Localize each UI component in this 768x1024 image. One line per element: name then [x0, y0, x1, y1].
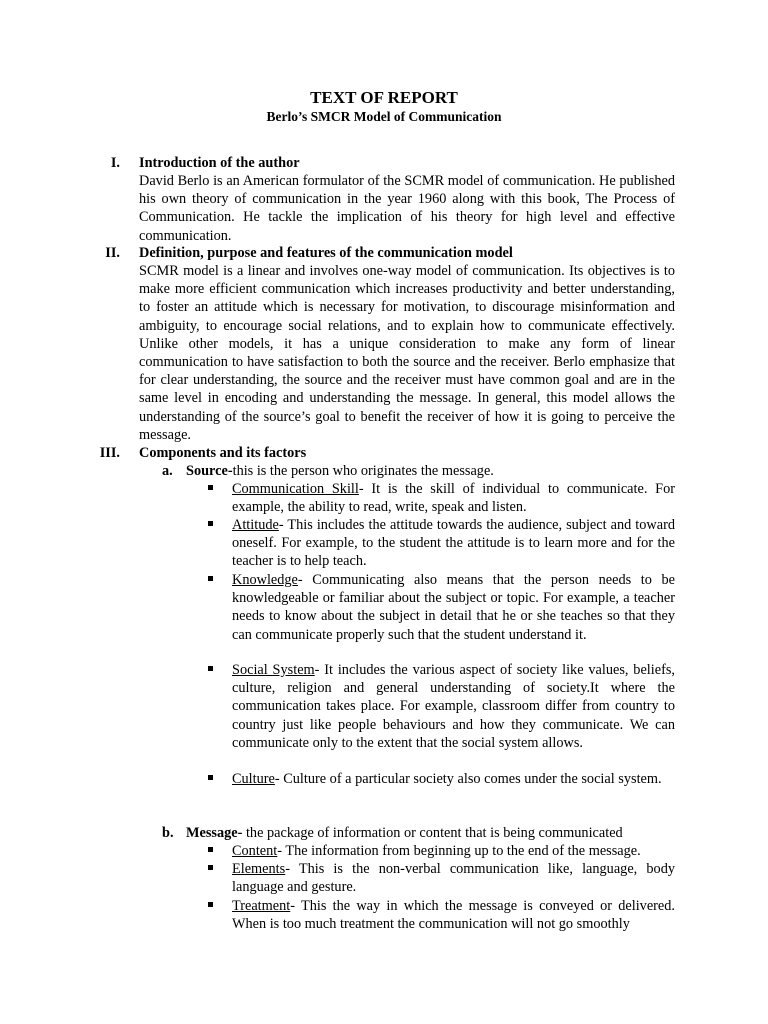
- square-bullet-icon: [208, 842, 216, 850]
- component-description: this is the person who originates the message.: [232, 463, 494, 479]
- section-heading: Introduction of the author: [139, 155, 300, 171]
- item-term: Content: [232, 843, 278, 859]
- component-name: Message-: [186, 825, 243, 841]
- list-item: [232, 897, 675, 933]
- component-description: the package of information or content that is being communicated: [242, 825, 623, 841]
- item-text: - The information from beginning up to the end of the message.: [277, 843, 641, 859]
- item-text: - It includes the various aspect of society like values, beliefs, culture, religion and general understanding of society.It where the communication takes place. For example, classroom differ from country to country just like people behaviours and how they communicate. We can communicate only to the extent that the social system allows.: [232, 662, 675, 751]
- list-item: [232, 842, 675, 860]
- item-term: Communication Skill: [232, 481, 359, 497]
- item-text: - This the way in which the message is conveyed or delivered. When is too much treatment the communication will not go smoothly: [232, 898, 675, 933]
- section-body: SCMR model is a linear and involves one-way model of communication. Its objectives is to make more efficient communication which increases productivity and better understanding, to foster an attitude which is necessary for motivation, to discourage misinformation and ambiguity, to encourage social relations, and to explain how to communicate effectively. Unlike other models, it has a unique consideration to make any form of linear communication to have satisfaction to both the source and the receiver. Berlo emphasize that for clear understanding, the source and the receiver must have common goal and are in the same level in encoding and understanding the message. In general, this model allows the understanding of the source’s goal to benefit the receiver of how it is going to perceive the message.: [139, 263, 675, 443]
- square-bullet-icon: [208, 860, 216, 868]
- square-bullet-icon: [208, 661, 216, 669]
- square-bullet-icon: [208, 571, 216, 579]
- component-letter: a.: [162, 463, 173, 479]
- component-letter: b.: [162, 825, 174, 841]
- item-term: Social System: [232, 662, 315, 678]
- section-numeral: III.: [99, 445, 120, 461]
- section-body: David Berlo is an American formulator of the SCMR model of communication. He published his own theory of communication in the year 1960 along with this book, The Process of Communication. He tackle the implication of his theory for high level and effective communication.: [139, 173, 675, 244]
- item-term: Treatment: [232, 898, 291, 914]
- list-item: [232, 661, 675, 752]
- item-text: - Communicating also means that the person needs to be knowledgeable or familiar about the subject or topic. For example, a teacher needs to know about the subject in detail that he or she teaches so that they can communicate properly such that the student understand it.: [232, 572, 675, 643]
- list-item: [232, 770, 675, 788]
- list-item: [232, 480, 675, 516]
- square-bullet-icon: [208, 516, 216, 524]
- section-numeral: II.: [105, 245, 120, 261]
- square-bullet-icon: [208, 480, 216, 488]
- list-item: [232, 860, 675, 896]
- list-item: [232, 571, 675, 644]
- square-bullet-icon: [208, 897, 216, 905]
- component-source-line: [186, 462, 676, 480]
- report-subtitle: Berlo’s SMCR Model of Communication: [266, 109, 502, 124]
- section-heading: Components and its factors: [139, 445, 307, 461]
- section-numeral: I.: [110, 155, 120, 171]
- component-name: Source-: [186, 463, 233, 479]
- component-message-line: [186, 824, 676, 842]
- list-item: [232, 516, 675, 571]
- section-heading: Definition, purpose and features of the communication model: [139, 245, 513, 261]
- item-term: Culture: [232, 771, 275, 787]
- report-title: TEXT OF REPORT: [310, 88, 458, 107]
- item-term: Knowledge: [232, 572, 298, 588]
- item-term: Elements: [232, 861, 286, 877]
- item-text: - It is the skill of individual to communicate. For example, the ability to read, write, speak and listen.: [232, 481, 676, 516]
- item-text: - This includes the attitude towards the audience, subject and toward oneself. For example, to the student the attitude is to learn more and for the teacher is to help teach.: [232, 517, 675, 570]
- item-text: - This is the non-verbal communication like, language, body language and gesture.: [232, 861, 675, 896]
- item-term: Attitude: [232, 517, 279, 533]
- item-text: - Culture of a particular society also comes under the social system.: [274, 771, 662, 787]
- square-bullet-icon: [208, 770, 216, 778]
